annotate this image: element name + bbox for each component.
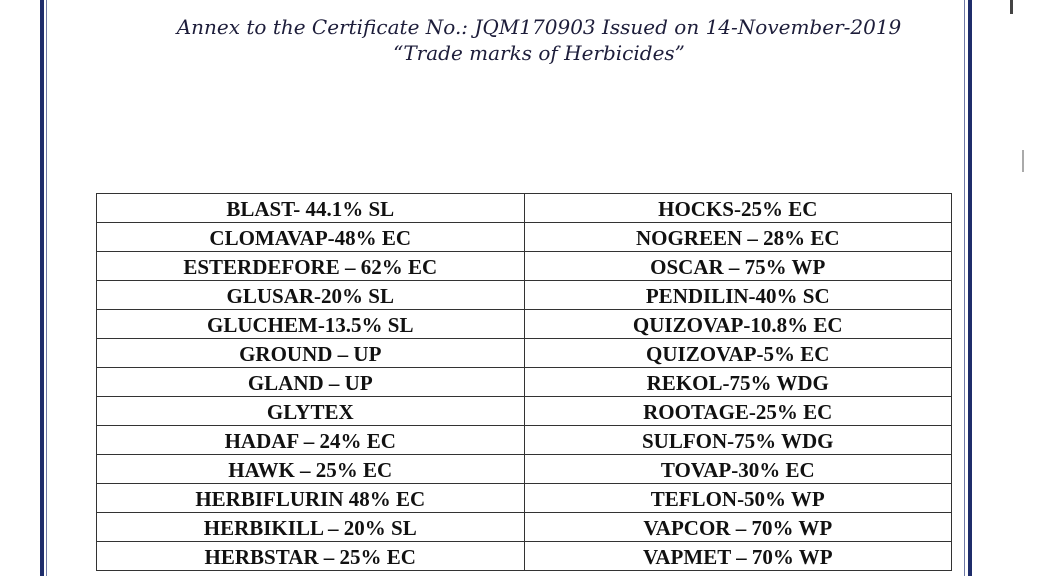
table-row <box>97 426 952 455</box>
page-border-left-inner <box>46 0 47 576</box>
trade-mark-cell-right: ROOTAGE-25% EC <box>524 397 952 426</box>
trade-mark-cell-right: REKOL-75% WDG <box>524 368 952 397</box>
table-row <box>97 310 952 339</box>
trade-mark-cell-left: HERBIFLURIN 48% EC <box>97 484 525 513</box>
annex-title: Annex to the Certificate No.: JQM170903 Issued on 14-November-2019 <box>176 15 902 39</box>
table-row <box>97 281 952 310</box>
annex-header <box>0 14 1038 66</box>
table-row <box>97 194 952 223</box>
table-row <box>97 455 952 484</box>
page-border-left <box>40 0 44 576</box>
page-border-right-inner <box>964 0 965 576</box>
trade-mark-cell-left: CLOMAVAP-48% EC <box>97 223 525 252</box>
annex-subtitle: “Trade marks of Herbicides” <box>393 41 685 65</box>
table-row <box>97 368 952 397</box>
trade-mark-cell-right: TOVAP-30% EC <box>524 455 952 484</box>
trade-mark-cell-right: QUIZOVAP-10.8% EC <box>524 310 952 339</box>
trade-mark-cell-left: HADAF – 24% EC <box>97 426 525 455</box>
trade-mark-cell-left: HERBIKILL – 20% SL <box>97 513 525 542</box>
trade-mark-cell-left: ESTERDEFORE – 62% EC <box>97 252 525 281</box>
table-row <box>97 513 952 542</box>
trade-marks-table-body <box>97 194 952 571</box>
trade-mark-cell-left: BLAST- 44.1% SL <box>97 194 525 223</box>
trade-mark-cell-left: GLAND – UP <box>97 368 525 397</box>
table-row <box>97 542 952 571</box>
trade-mark-cell-right: HOCKS-25% EC <box>524 194 952 223</box>
table-row <box>97 397 952 426</box>
trade-mark-cell-left: GLUCHEM-13.5% SL <box>97 310 525 339</box>
trade-mark-cell-left: GLYTEX <box>97 397 525 426</box>
table-row <box>97 484 952 513</box>
scan-mark <box>1010 0 1013 14</box>
trade-mark-cell-left: HERBSTAR – 25% EC <box>97 542 525 571</box>
trade-mark-cell-right: OSCAR – 75% WP <box>524 252 952 281</box>
table-row <box>97 223 952 252</box>
table-row <box>97 339 952 368</box>
trade-mark-cell-right: SULFON-75% WDG <box>524 426 952 455</box>
trade-mark-cell-left: HAWK – 25% EC <box>97 455 525 484</box>
trade-mark-cell-right: TEFLON-50% WP <box>524 484 952 513</box>
trade-mark-cell-left: GROUND – UP <box>97 339 525 368</box>
trade-marks-table <box>96 193 952 571</box>
trade-mark-cell-right: PENDILIN-40% SC <box>524 281 952 310</box>
trade-mark-cell-left: GLUSAR-20% SL <box>97 281 525 310</box>
trade-mark-cell-right: VAPMET – 70% WP <box>524 542 952 571</box>
trade-mark-cell-right: NOGREEN – 28% EC <box>524 223 952 252</box>
trade-mark-cell-right: QUIZOVAP-5% EC <box>524 339 952 368</box>
trade-mark-cell-right: VAPCOR – 70% WP <box>524 513 952 542</box>
table-row <box>97 252 952 281</box>
page-border-right <box>968 0 972 576</box>
scan-mark-side <box>1022 150 1024 172</box>
